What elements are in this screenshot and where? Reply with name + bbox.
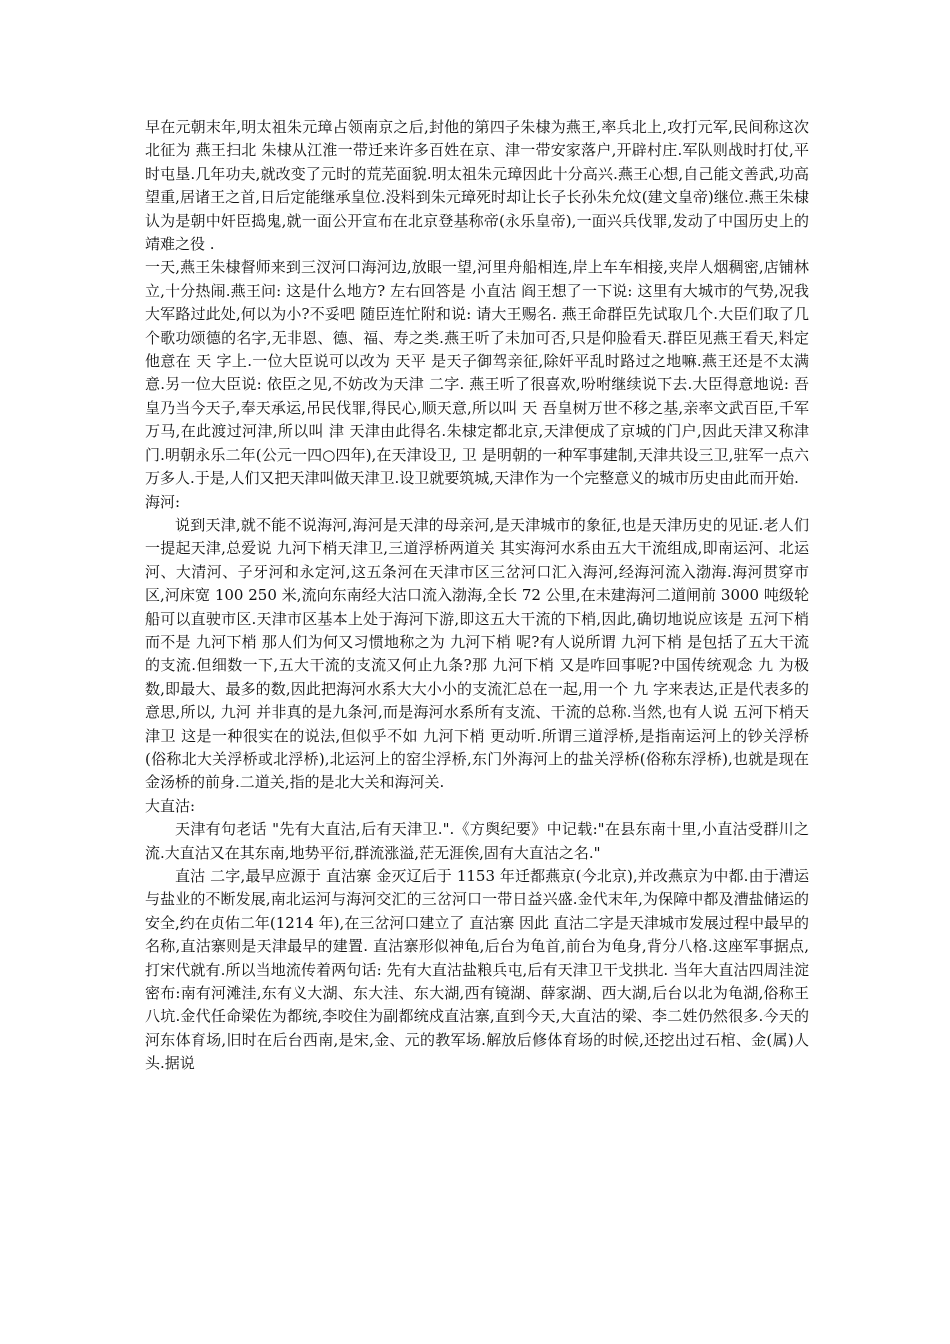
paragraph-haihe: 说到天津,就不能不说海河,海河是天津的母亲河,是天津城市的象征,也是天津历史的见证.老人们一提起天津,总爱说 九河下梢天津卫,三道浮桥两道关 其实海河水系由五大干流组成,即南运河、北运河、大清河、子牙河和永定河,这五条河在天津市区三岔河口汇入海河,经海河流入渤海.海河贯穿市区,河床宽 100 250 米,流向东南经大沽口流入渤海,全长 72 公里,在未建海河二道闸前 3000 吨级轮船可以直驶市区.天津市区基本上处于海河下游,即这五大干流的下梢,因此,确切地说应该是 五河下梢 而不是 九河下梢 那人们为何又习惯地称之为 九河下梢 呢?有人说所谓 九河下梢 是包括了五大干流的支流.但细数一下,五大干流的支流又何止九条?那 九河下梢 又是咋回事呢?中国传统观念 九 为极数,即最大、最多的数,因此把海河水系大大小小的支流汇总在一起,用一个 九 字来表达,正是代表多的意思,所以, 九河 并非真的是九条河,而是海河水系所有支流、干流的总称.当然,也有人说 五河下梢天津卫 这是一种很实在的说法,但似乎不如 九河下梢 更动听.所谓三道浮桥,是指南运河上的钞关浮桥(俗称北大关浮桥或北浮桥),北运河上的窑尘浮桥,东门外海河上的盐关浮桥(俗称东浮桥),也就是现在金汤桥的前身.二道关,指的是北大关和海河关. xyxy=(145,515,809,792)
paragraph-zhiguzhai: 直沽 二字,最早应源于 直沽寨 金灭辽后于 1153 年迁都燕京(今北京),并改燕京为中都.由于漕运与盐业的不断发展,南北运河与海河交汇的三岔河口一带日益兴盛.金代末年,为保障中都及漕盐储运的安全,约在贞佑二年(1214 年),在三岔河口建立了 直沽寨 因此 直沽二字是天津城市发展过程中最早的名称,直沽寨则是天津最早的建置. 直沽寨形似神龟,后台为龟首,前台为龟身,背分八格.这座军事据点,打宋代就有.所以当地流传着两句话: 先有大直沽盐粮兵屯,后有天津卫干戈拱北. 当年大直沽四周洼淀密布:南有河滩洼,东有义大湖、东大洼、东大湖,西有镜湖、薛家湖、西大湖,后台以北为龟湖,俗称王八坑.金代任命梁佐为都统,李咬住为副都统戍直沽寨,直到今天,大直沽的梁、李二姓仍然很多.今天的河东体育场,旧时在后台西南,是宋,金、元的教军场.解放后修体育场的时候,还挖出过石棺、金(属)人头.据说 xyxy=(145,867,809,1073)
paragraph-dazhigu-saying: 天津有句老话 "先有大直沽,后有天津卫.".《方舆纪要》中记载:"在县东南十里,小直沽受群川之流.大直沽又在其东南,地势平衍,群流涨溢,茫无涯俟,固有大直沽之名." xyxy=(145,820,809,862)
section-heading-haihe: 海河: xyxy=(145,492,181,511)
paragraph-yanwang-saobei: 早在元朝末年,明太祖朱元璋占领南京之后,封他的第四子朱棣为燕王,率兵北上,攻打元军,民间称这次北征为 燕王扫北 朱棣从江淮一带迁来许多百姓在京、津一带安家落户,开辟村庄.军队则战时打仗,平时屯垦.几年功夫,就改变了元时的荒芜面貌.明太祖朱元璋因此十分高兴.燕王心想,自己能文善武,功高望重,居诸王之首,日后定能继承皇位.没料到朱元璋死时却让长子长孙朱允炆(建文皇帝)继位.燕王朱棣认为是朝中奸臣捣鬼,就一面公开宣布在北京登基称帝(永乐皇帝),一面兴兵伐罪,发动了中国历史上的 靖难之役 . xyxy=(145,118,809,254)
section-heading-dazhigu: 大直沽: xyxy=(145,796,196,815)
paragraph-tianjin-naming: 一天,燕王朱棣督师来到三汊河口海河边,放眼一望,河里舟船相连,岸上车车相接,夹岸人烟稠密,店铺林立,十分热闹.燕王问: 这是什么地方? 左右回答是 小直沽 阎王想了一下说: 这里有大城市的气势,况我大军路过此处,何以为小?不妥吧 随臣连忙附和说: 请大王赐名. 燕王命群臣先试取几个.大臣们取了几个歌功颂德的名字,无非恩、德、福、寿之类.燕王听了未加可否,只是仰脸看天.群臣见燕王看天,料定他意在 天 字上.一位大臣说可以改为 天平 是天子御驾亲征,除奸平乱时路过之地嘛.燕王还是不太满意.另一位大臣说: 依臣之见,不妨改为天津 二字. 燕王听了很喜欢,吩咐继续说下去.大臣得意地说: 吾皇乃当今天子,奉天承运,吊民伐罪,得民心,顺天意,所以叫 天 吾皇树万世不移之基,亲率文武百臣,千军万马,在此渡过河津,所以叫 津 天津由此得名.朱棣定都北京,天津便成了京城的门户,因此天津又称津门.明朝永乐二年(公元一四○四年),在天津设卫, 卫 是明朝的一种军事建制,天津共设三卫,驻军一点六万多人.于是,人们又把天津叫做天津卫.设卫就要筑城,天津作为一个完整意义的城市历史由此而开始. xyxy=(145,258,809,488)
document-page xyxy=(145,116,809,1076)
